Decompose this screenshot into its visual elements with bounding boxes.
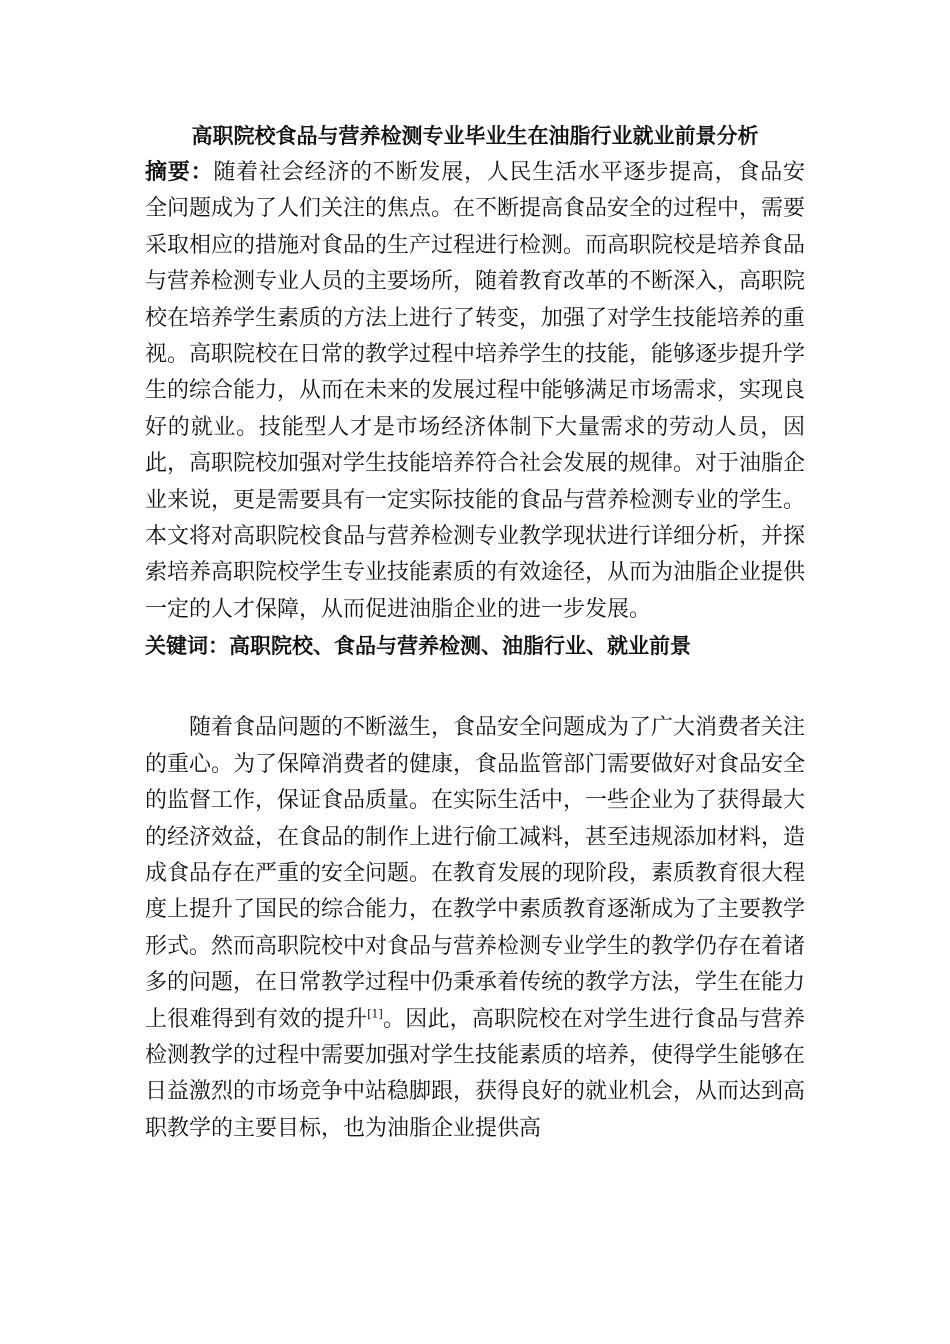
- document-page: [145, 119, 805, 1147]
- abstract-text: 随着社会经济的不断发展，人民生活水平逐步提高，食品安全问题成为了人们关注的焦点。在不断提高食品安全的过程中，需要采取相应的措施对食品的生产过程进行检测。而高职院校是培养食品与营养检测专业人员的主要场所，随着教育改革的不断深入，高职院校在培养学生素质的方法上进行了转变，加强了对学生技能培养的重视。高职院校在日常的教学过程中培养学生的技能，能够逐步提升学生的综合能力，从而在未来的发展过程中能够满足市场需求，实现良好的就业。技能型人才是市场经济体制下大量需求的劳动人员，因此，高职院校加强对学生技能培养符合社会发展的规律。对于油脂企业来说，更是需要具有一定实际技能的食品与营养检测专业的学生。本文将对高职院校食品与营养检测专业教学现状进行详细分析，并探索培养高职院校学生专业技能素质的有效途径，从而为油脂企业提供一定的人才保障，从而促进油脂企业的进一步发展。: [145, 160, 806, 622]
- body-text-part-1: 随着食品问题的不断滋生，食品安全问题成为了广大消费者关注的重心。为了保障消费者的健康，食品监管部门需要做好对食品安全的监督工作，保证食品质量。在实际生活中，一些企业为了获得最大的经济效益，在食品的制作上进行偷工减料，甚至违规添加材料，造成食品存在严重的安全问题。在教育发展的现阶段，素质教育很大程度上提升了国民的综合能力，在教学中素质教育逐渐成为了主要教学形式。然而高职院校中对食品与营养检测专业学生的教学仍存在着诸多的问题，在日常教学过程中仍秉承着传统的教学方法，学生在能力上很难得到有效的提升: [145, 715, 806, 1032]
- abstract-label: 摘要：: [145, 160, 214, 185]
- abstract-paragraph: [145, 155, 805, 628]
- keywords-label: 关键词：: [145, 634, 229, 659]
- body-text-part-2: 。因此，高职院校在对学生进行食品与营养检测教学的过程中需要加强对学生技能素质的培养，使得学生能够在日益激烈的市场竞争中站稳脚跟，获得良好的就业机会，从而达到高职教学的主要目标，也为油脂企业提供高: [145, 1006, 806, 1141]
- citation-reference: [1]: [367, 1007, 383, 1021]
- keywords-line: [145, 628, 805, 664]
- body-paragraph: [145, 710, 805, 1147]
- paper-title: 高职院校食品与营养检测专业毕业生在油脂行业就业前景分析: [191, 124, 759, 148]
- keywords-text: 高职院校、食品与营养检测、油脂行业、就业前景: [229, 634, 691, 659]
